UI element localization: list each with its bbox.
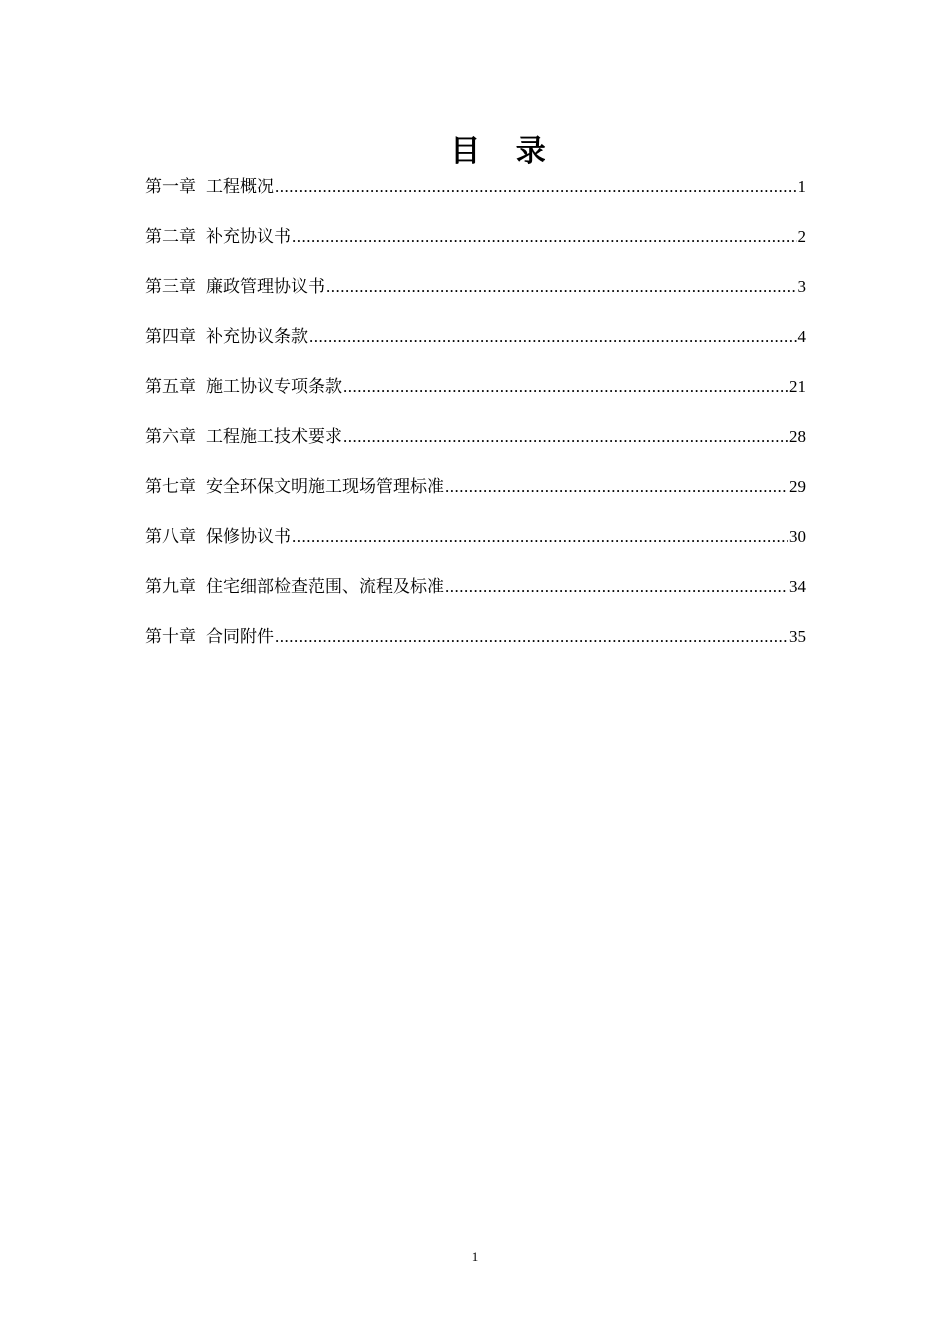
toc-page-number: 28: [789, 427, 806, 446]
toc-entry[interactable]: [145, 474, 806, 524]
toc-chapter-number: 第二章: [145, 227, 196, 246]
toc-heading: 保修协议书: [206, 527, 291, 546]
toc-list: [145, 174, 806, 674]
toc-chapter-number: 第九章: [145, 577, 196, 596]
toc-dot-leader: [275, 174, 797, 200]
toc-dot-leader: [343, 424, 788, 450]
toc-chapter-number: 第五章: [145, 377, 196, 396]
toc-entry[interactable]: [145, 574, 806, 624]
toc-page-number: 4: [797, 327, 806, 346]
toc-page-number: 3: [797, 277, 806, 296]
toc-chapter-number: 第四章: [145, 327, 196, 346]
toc-heading: 施工协议专项条款: [206, 377, 342, 396]
toc-dot-leader: [309, 324, 797, 350]
toc-chapter-number: 第三章: [145, 277, 196, 296]
toc-entry[interactable]: [145, 374, 806, 424]
toc-heading: 合同附件: [206, 627, 274, 646]
toc-chapter-number: 第六章: [145, 427, 196, 446]
toc-page-number: 35: [789, 627, 806, 646]
toc-dot-leader: [292, 524, 788, 550]
toc-entry[interactable]: [145, 424, 806, 474]
toc-dot-leader: [275, 624, 788, 650]
toc-heading: 安全环保文明施工现场管理标准: [206, 477, 444, 496]
toc-heading: 补充协议书: [206, 227, 291, 246]
toc-entry[interactable]: [145, 324, 806, 374]
toc-heading: 工程概况: [206, 177, 274, 196]
toc-dot-leader: [292, 224, 797, 250]
toc-chapter-number: 第七章: [145, 477, 196, 496]
toc-heading: 工程施工技术要求: [206, 427, 342, 446]
toc-entry[interactable]: [145, 624, 806, 674]
toc-chapter-number: 第一章: [145, 177, 196, 196]
toc-heading: 补充协议条款: [206, 327, 308, 346]
toc-page-number: 29: [789, 477, 806, 496]
toc-page-number: 30: [789, 527, 806, 546]
toc-dot-leader: [445, 574, 788, 600]
toc-entry[interactable]: [145, 224, 806, 274]
toc-dot-leader: [343, 374, 788, 400]
toc-page-number: 21: [789, 377, 806, 396]
toc-entry[interactable]: [145, 524, 806, 574]
page-footer-number: 1: [471, 1249, 479, 1264]
toc-page-number: 2: [797, 227, 806, 246]
toc-dot-leader: [326, 274, 797, 300]
toc-entry[interactable]: [145, 174, 806, 224]
toc-chapter-number: 第十章: [145, 627, 196, 646]
toc-heading: 住宅细部检查范围、流程及标准: [206, 577, 444, 596]
toc-page-number: 34: [789, 577, 806, 596]
toc-heading: 廉政管理协议书: [206, 277, 325, 296]
toc-title: 目 录: [450, 135, 560, 168]
toc-entry[interactable]: [145, 274, 806, 324]
toc-dot-leader: [445, 474, 788, 500]
toc-page-number: 1: [797, 177, 806, 196]
toc-chapter-number: 第八章: [145, 527, 196, 546]
